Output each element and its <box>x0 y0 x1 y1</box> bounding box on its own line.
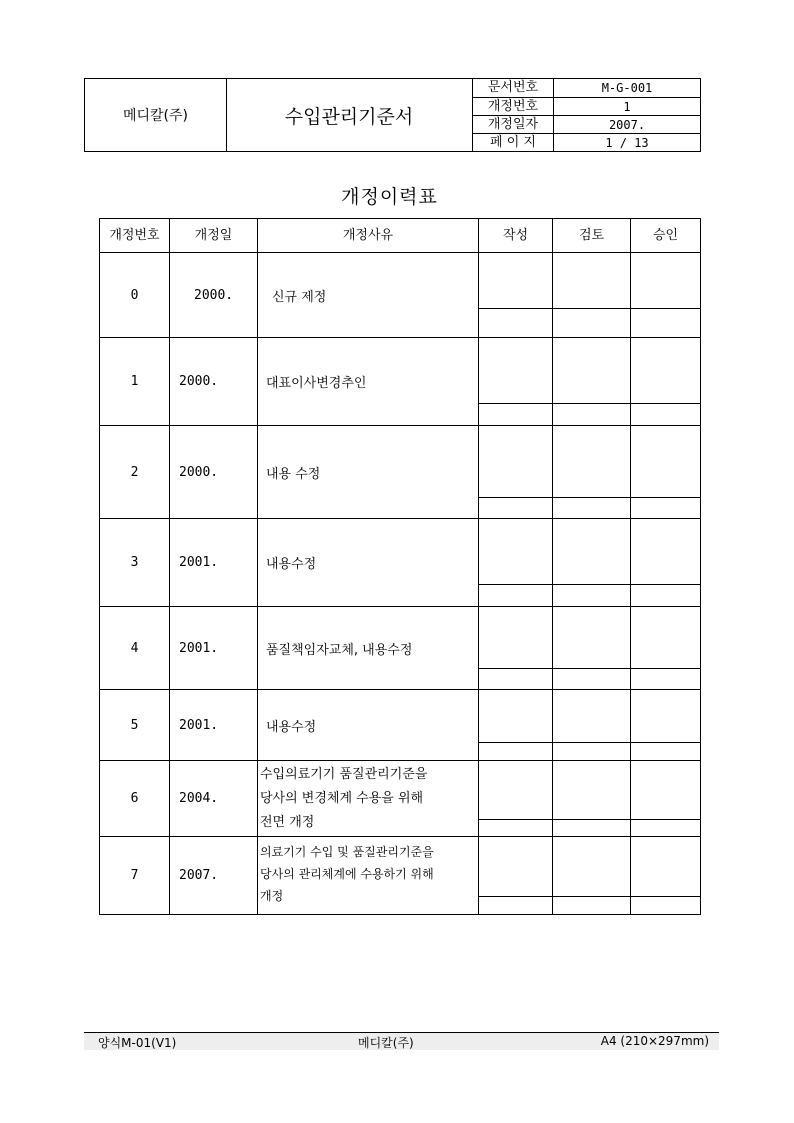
meta-revision-number: 개정번호 1 <box>473 98 700 116</box>
col-approver: 승인 <box>652 228 679 243</box>
row-5-reason: 내용수정 <box>266 719 317 735</box>
row-2-date: 2000. <box>179 464 219 480</box>
col-reviewer: 검토 <box>578 228 605 243</box>
row-0-no: 0 <box>130 287 139 303</box>
row-2-reason: 내용 수정 <box>266 466 321 482</box>
footer-paper-size: A4 (210×297mm) <box>600 1034 709 1048</box>
row-2-no: 2 <box>130 464 139 480</box>
row-6-date: 2004. <box>179 791 219 806</box>
row-7-date: 2007. <box>179 868 219 883</box>
row-3-reason: 내용수정 <box>266 557 317 572</box>
meta-doc-number: 문서번호 M-G-001 <box>473 79 700 97</box>
row-3-no: 3 <box>130 555 139 570</box>
col-revision-no: 개정번호 <box>109 228 160 243</box>
row-1-reason: 대표이사변경추인 <box>266 376 367 391</box>
company-name: 메디칼(주) <box>85 79 227 151</box>
row-7-reason: 의료기기 수입 및 품질관리기준을 당사의 관리체계에 수용하기 위해 개정 <box>260 845 434 903</box>
page-heading: 개정이력표 <box>341 186 438 208</box>
row-4-reason: 품질책임자교체, 내용수정 <box>266 642 413 658</box>
document-header <box>84 78 701 152</box>
meta-page: 페 이 지 1 / 13 <box>473 134 700 152</box>
page-footer <box>84 1032 719 1050</box>
row-0-date: 2000. <box>194 287 234 303</box>
row-5-no: 5 <box>130 717 139 733</box>
row-1-date: 2000. <box>179 374 219 389</box>
revision-table <box>99 218 701 915</box>
row-6-no: 6 <box>130 791 139 806</box>
document-title: 수입관리기준서 <box>226 79 473 151</box>
row-7-no: 7 <box>130 868 139 883</box>
row-3-date: 2001. <box>179 555 219 570</box>
footer-form-id: 양식M-01(V1) <box>98 1036 177 1050</box>
footer-company: 메디칼(주) <box>358 1036 414 1050</box>
col-revision-date: 개정일 <box>194 228 233 243</box>
col-author: 작성 <box>502 228 529 243</box>
document-meta <box>473 79 700 151</box>
row-1-no: 1 <box>130 374 139 389</box>
row-4-no: 4 <box>130 640 139 656</box>
row-6-reason: 수입의료기기 품질관리기준을 당사의 변경체계 수용을 위해 전면 개정 <box>260 767 428 830</box>
row-0-reason: 신규 제정 <box>272 289 327 305</box>
row-4-date: 2001. <box>179 640 219 656</box>
col-revision-reason: 개정사유 <box>342 228 394 243</box>
meta-revision-date: 개정일자 2007. <box>473 116 700 134</box>
row-5-date: 2001. <box>179 717 219 733</box>
